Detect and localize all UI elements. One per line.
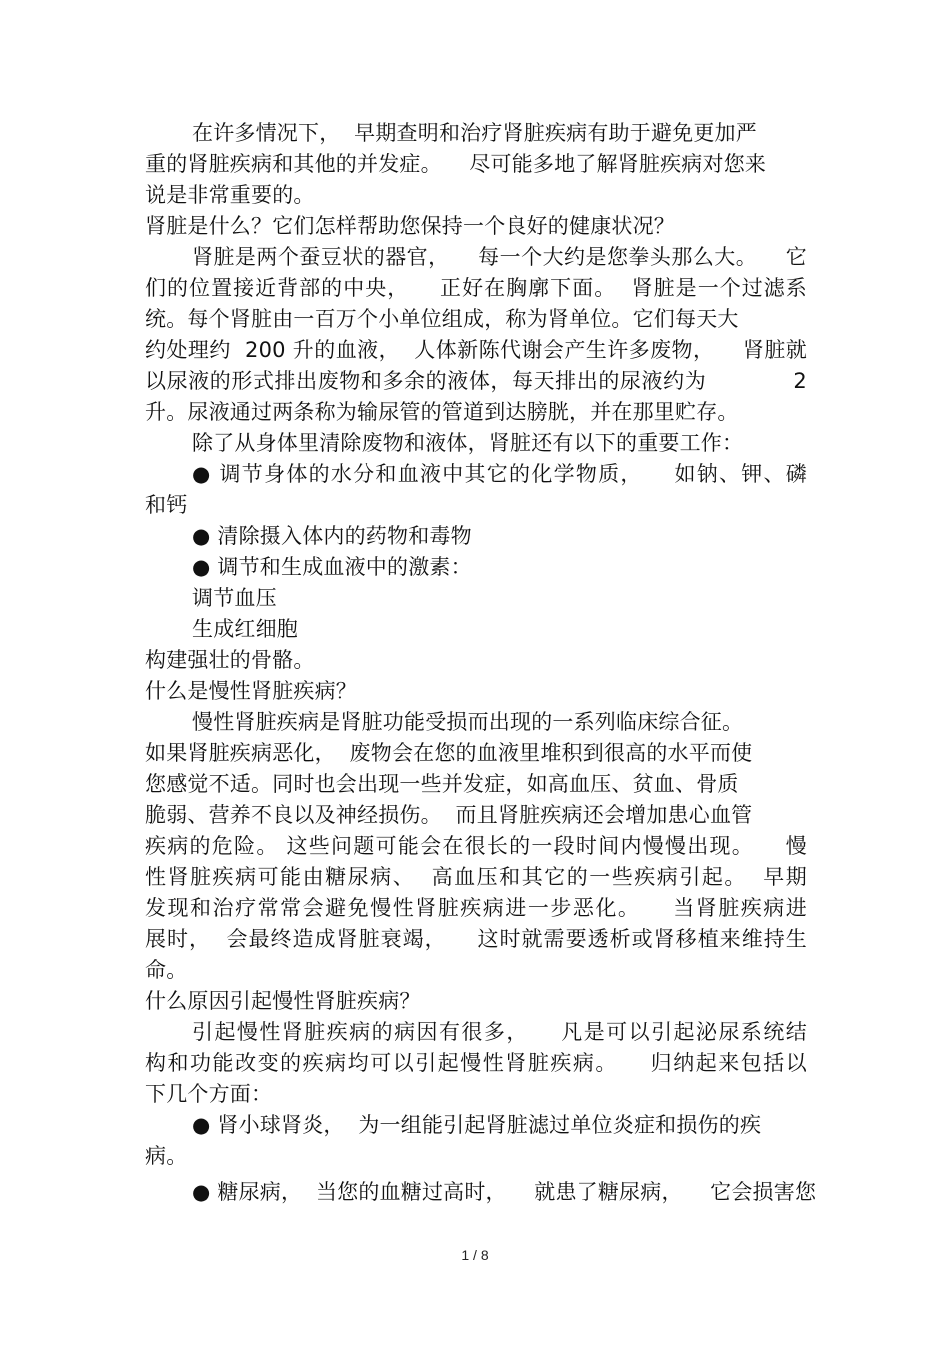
text-line: ● 糖尿病， 当您的血糖过高时， 就患了糖尿病， 它会损害您 [192, 1180, 817, 1204]
text-line: 慢性肾脏疾病是肾脏功能受损而出现的一系列临床综合征。 [192, 710, 744, 734]
text-line: 病。 [145, 1144, 188, 1168]
text-line: 构和功能改变的疾病均可以引起慢性肾脏疾病。 归纳起来包括以 [145, 1051, 807, 1075]
text-line: 发现和治疗常常会避免慢性肾脏疾病进一步恶化。 当肾脏疾病进 [145, 896, 807, 920]
text-line: 如果肾脏疾病恶化， 废物会在您的血液里堆积到很高的水平而使 [145, 741, 753, 765]
text-line: ● 调节和生成血液中的激素： [192, 555, 472, 579]
text-line: 构建强壮的骨骼。 [145, 648, 315, 672]
text-line: 肾脏是两个蚕豆状的器官， 每一个大约是您拳头那么大。 它 [192, 245, 807, 269]
text-line: 引起慢性肾脏疾病的病因有很多， 凡是可以引起泌尿系统结 [192, 1020, 807, 1044]
text-line: 在许多情况下， 早期查明和治疗肾脏疾病有助于避免更加严 [192, 121, 757, 145]
text-line: 性肾脏疾病可能由糖尿病、 高血压和其它的一些疾病引起。 早期 [145, 865, 807, 889]
text-line: 肾脏是什么？它们怎样帮助您保持一个良好的健康状况？ [145, 214, 675, 238]
text-line: 下几个方面： [145, 1082, 273, 1106]
text-line: 约处理约 200 升的血液， 人体新陈代谢会产生许多废物， 肾脏就 [145, 338, 807, 362]
text-line: 说是非常重要的。 [145, 183, 315, 207]
text-line: 您感觉不适。同时也会出现一些并发症，如高血压、贫血、骨质 [145, 772, 739, 796]
text-line: 命。 [145, 958, 188, 982]
text-line: 疾病的危险。 这些问题可能会在很长的一段时间内慢慢出现。 慢 [145, 834, 807, 858]
text-line: 脆弱、营养不良以及神经损伤。 而且肾脏疾病还会增加患心血管 [145, 803, 753, 827]
text-line: 调节血压 [192, 586, 277, 610]
text-line: 展时， 会最终造成肾脏衰竭， 这时就需要透析或肾移植来维持生 [145, 927, 807, 951]
text-line: 重的肾脏疾病和其他的并发症。 尽可能多地了解肾脏疾病对您来 [145, 152, 767, 176]
page-number: 1 / 8 [461, 1247, 489, 1263]
text-line: ● 肾小球肾炎， 为一组能引起肾脏滤过单位炎症和损伤的疾 [192, 1113, 762, 1137]
text-line: 统。每个肾脏由一百万个小单位组成，称为肾单位。它们每天大 [145, 307, 739, 331]
text-line: 什么是慢性肾脏疾病？ [145, 679, 357, 703]
text-line: ● 调节身体的水分和血液中其它的化学物质， 如钠、钾、磷 [192, 462, 807, 486]
text-line: ● 清除摄入体内的药物和毒物 [192, 524, 472, 548]
text-line: 什么原因引起慢性肾脏疾病？ [145, 989, 421, 1013]
text-line: 升。尿液通过两条称为输尿管的管道到达膀胱，并在那里贮存。 [145, 400, 739, 424]
text-line: 和钙 [145, 493, 188, 517]
text-line: 生成红细胞 [192, 617, 298, 641]
text-line: 们的位置接近背部的中央， 正好在胸廓下面。 肾脏是一个过滤系 [145, 276, 807, 300]
text-line: 以尿液的形式排出废物和多余的液体，每天排出的尿液约为 2 [145, 369, 807, 393]
text-line: 除了从身体里清除废物和液体，肾脏还有以下的重要工作： [192, 431, 744, 455]
